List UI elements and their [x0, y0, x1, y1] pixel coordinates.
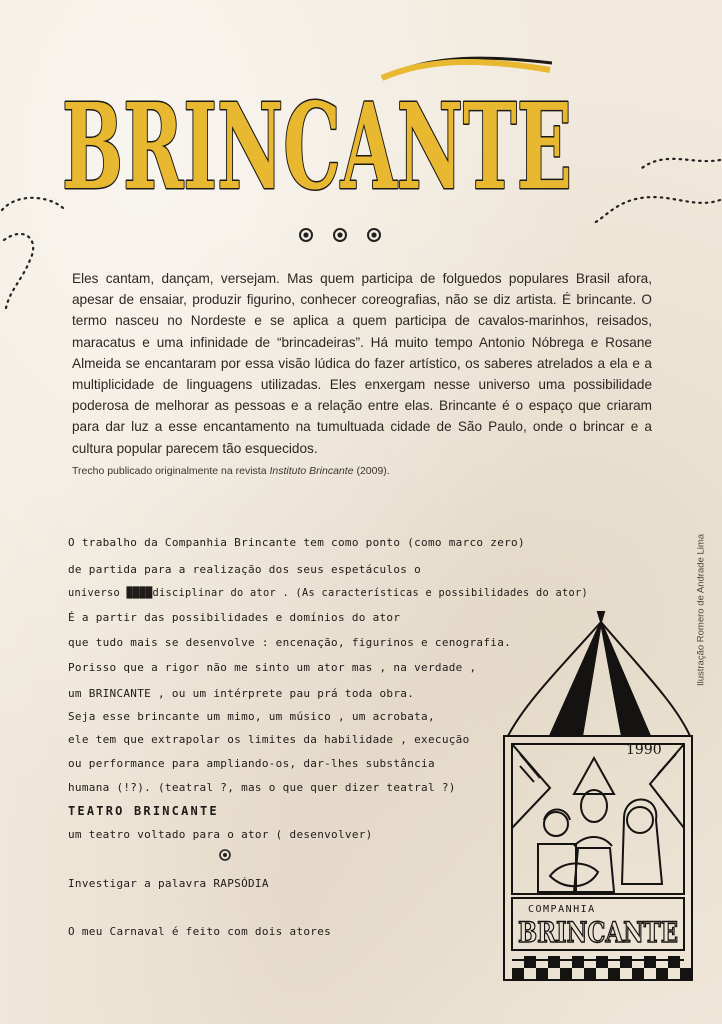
credit-magazine: Instituto Brincante: [269, 465, 354, 477]
handwritten-line: ou performance para ampliando-os, dar-lhes substância: [68, 757, 435, 770]
illustration-caption-main: BRINCANTE: [518, 916, 678, 949]
handwritten-line: Seja esse brincante um mimo, um músico , um acrobata,: [68, 710, 435, 723]
puppet-theatre-illustration: [490, 608, 696, 992]
handwritten-line: um teatro voltado para o ator ( desenvolver): [68, 828, 373, 841]
illustration-credit-text: Ilustração Romero de Andrade Lima: [695, 533, 707, 687]
handwritten-line: O meu Carnaval é feito com dois atores: [68, 925, 332, 938]
handwritten-line: que tudo mais se desenvolve : encenação, figurinos e cenografia.: [68, 636, 512, 649]
handwritten-heading: TEATRO BRINCANTE: [68, 804, 219, 818]
handwritten-line: ele tem que extrapolar os limites da habilidade , execução: [68, 733, 470, 746]
credit-prefix: Trecho publicado originalmente na revista: [72, 465, 270, 477]
handwritten-line: de partida para a realização dos seus espetáculos o: [68, 563, 422, 576]
circle-mark-icon: [218, 848, 232, 862]
handwritten-line: humana (!?). (teatral ?, mas o que quer dizer teatral ?): [68, 781, 456, 794]
credit-suffix: (2009).: [353, 465, 390, 477]
source-credit: [72, 465, 572, 477]
handwritten-line: Investigar a palavra RAPSÓDIA: [68, 877, 269, 890]
title-text: BRINCANTE: [62, 77, 572, 216]
handwritten-line: O trabalho da Companhia Brincante tem como ponto (como marco zero): [68, 536, 525, 549]
handwritten-line: um BRINCANTE , ou um intérprete pau prá toda obra.: [68, 687, 415, 700]
intro-paragraph: Eles cantam, dançam, versejam. Mas quem participa de folguedos populares Brasil afora, apesar de ensaiar, produzir figurino, conhecer coreografias, não se diz artista. É brincante. O termo nasceu no Nordeste e se aplica a quem participa de cavalos-marinhos, reisados, maracatus e uma infinidade de “brincadeiras”. Há muito tempo Antonio Nóbrega e Rosane Almeida se encantaram por essa visão lúdica do fazer artístico, os saberes atrelados a ela e a multiplicidade de linguagens utilizadas. Eles enxergam nesse universo uma possibilidade poderosa de melhorar as pessoas e a relação entre elas. Brincante é o espaço que criaram para dar luz a esse encantamento na tumultuada cidade de São Paulo, onde o brincar e a cultura popular parecem tão esquecidos.: [72, 271, 652, 456]
illustration-year: 1990: [626, 742, 662, 758]
decorative-dotted-curve-right: [572, 120, 722, 230]
title-lettering: [52, 48, 592, 218]
bullet-dots-ornament: [296, 224, 386, 246]
illustration-caption-top: COMPANHIA: [528, 904, 596, 915]
handwritten-line: Porisso que a rigor não me sinto um ator mas , na verdade ,: [68, 661, 477, 674]
handwritten-line: É a partir das possibilidades e domínios do ator: [68, 611, 401, 624]
handwritten-line: universo ████disciplinar do ator . (As características e possibilidades do ator): [68, 587, 588, 599]
